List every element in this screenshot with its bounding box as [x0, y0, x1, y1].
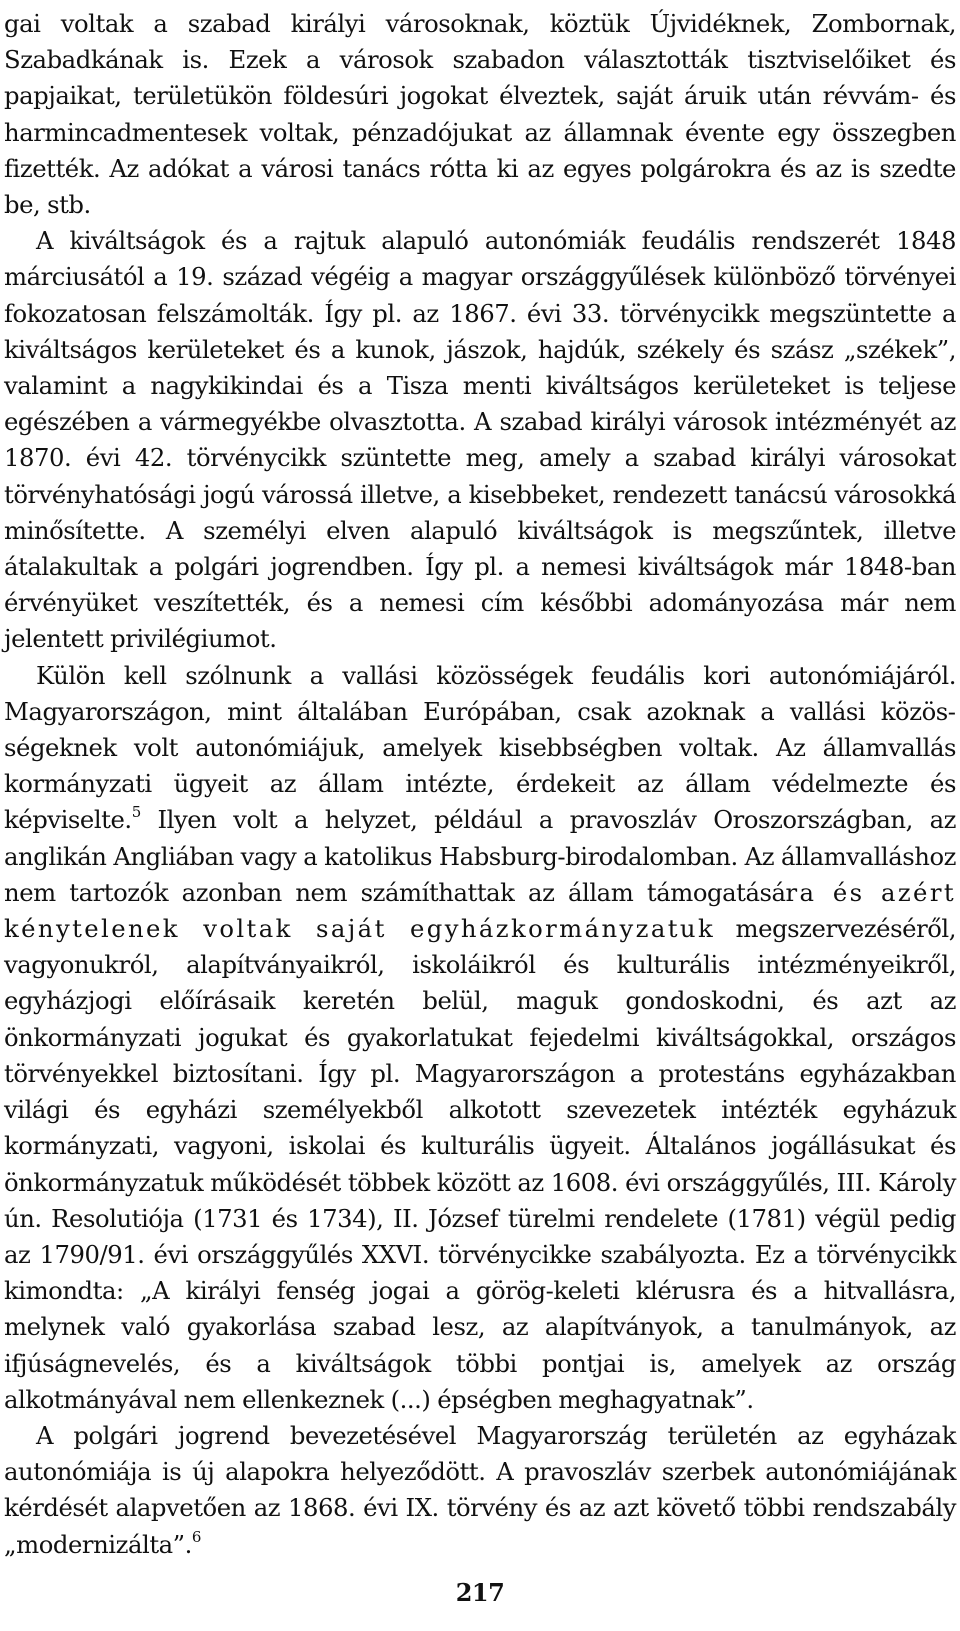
paragraph-4-text: A polgári jogrend bevezetésével Magyarország területén az egyházak autonómiája is új alapokra helyeződött. A pravoszláv szerbek autonómiájának kérdését alapvetően az 1868. évi IX. törvény és az azt követő többi rendszabály „modernizálta”.: [4, 1420, 956, 1559]
page-number: 217: [455, 1578, 505, 1607]
paragraph-4: [4, 1418, 956, 1563]
paragraph-3: [4, 658, 956, 1418]
paragraph-3-text-c: megszervezéséről, vagyonukról, alapítványaikról, iskoláikról és kulturális intézményeikről, egyházjogi előírásaik keretén belül, maguk gondoskodni, és azt az önkormányzati jogukat és gyakorlatukat fejedelmi kiváltságokkal, országos törvényekkel biztosítani. Így pl. Magyarországon a protestáns egyházakban világi és egyházi személyekből alkotott szevezetek intézték egyházuk kormányzati, vagyoni, iskolai és kulturális ügyeit. Általános jogállásukat és önkormányzatuk működését többek között az 1608. évi országgyűlés, III. Károly ún. Resolutiója (1731 és 1734), II. József türelmi rendelete (1781) végül pedig az 1790/91. évi országgyűlés XXVI. törvénycikke szabályozta. Ez a törvénycikk kimondta: „A királyi fenség jogai a görög-keleti klérusra és a hitvallásra, melynek való gyakorlása szabad lesz, az alapítványok, a tanulmányok, az ifjúságnevelés, és a kiváltságok többi pontjai is, amelyek az ország alkotmányával nem ellenkeznek (...) épségben meghagyatnak”.: [4, 914, 957, 1414]
footnote-ref-6[interactable]: 6: [191, 1527, 202, 1546]
paragraph-3-text-a: Külön kell szólnunk a vallási közösségek feudális kori autonómiájáról. Magyarországon, mint általában Európában, csak azoknak a vallási közösségeknek volt autonómiájuk, amelyek kisebbségben voltak. Az államvallás kormányzati ügyeit az állam intézte, érdekeit az állam védelmezte és képviselte.: [4, 660, 956, 835]
paragraph-2: A kiváltságok és a rajtuk alapuló autonómiák feudális rendszerét 1848 márciusától a 19. század végéig a magyar országgyűlések különböző törvényei fokozatosan felszámolták. Így pl. az 1867. évi 33. törvénycikk megszüntette a kiváltságos kerületeket és a kunok, jászok, hajdúk, székely és szász „székek”, valamint a nagykikindai és a Tisza menti kiváltságos kerületeket is teljese egészében a vármegyékbe olvasztotta. A szabad királyi városok intézményét az 1870. évi 42. törvénycikk szüntette meg, amely a szabad királyi városokat törvényhatósági jogú várossá illetve, a kisebbeket, rendezett tanácsú városokká minősítette. A személyi elven alapuló kiváltságok is megszűntek, illetve átalakultak a polgári jogrendben. Így pl. a nemesi kiváltságok már 1848-ban érvényüket veszítették, és a nemesi cím későbbi adományozása már nem jelentett privilégiumot.: [4, 226, 956, 654]
paragraph-3-text-b: Ilyen volt a helyzet, például a pravoszláv Oroszországban, az anglikán Angliában vagy a katolikus Habsburg-birodalomban. Az államvalláshoz nem tartozók azonban nem számíthattak az állam támogatásá: [4, 805, 956, 907]
paragraph-3-spaced-line: ra és azért kénytelenek voltak saját egyházkormányzatuk: [4, 877, 956, 944]
paragraph-1: gai voltak a szabad királyi városoknak, köztük Újvidéknek, Zombornak, Szabadkának is. Ezek a városok szabadon választották tisztviselőiket és papjaikat, területükön földesúri jogokat élveztek, saját áruik után révvám- és harmincadmentesek voltak, pénzadójukat az államnak évente egy összegben fizették. Az adókat a városi tanács rótta ki az egyes polgárokra és az is szedte be, stb.: [4, 9, 956, 220]
document-page: [4, 6, 956, 1563]
footnote-ref-5[interactable]: 5: [131, 803, 141, 822]
